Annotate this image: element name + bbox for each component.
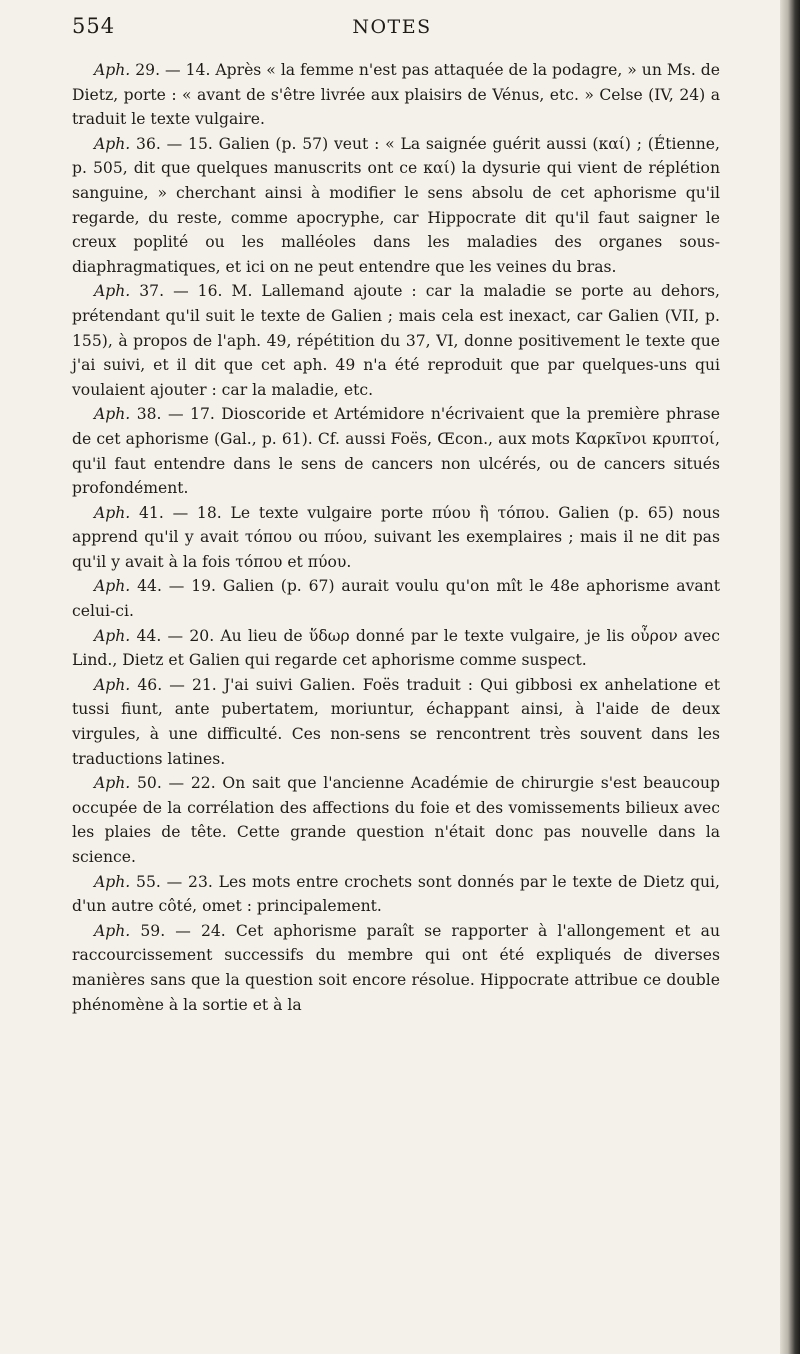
note-text: 55. — 23. Les mots entre crochets sont donnés par le texte de Dietz qui, d'un autre côté, omet : principalement. — [72, 872, 720, 916]
page-edge-shadow — [780, 0, 800, 1354]
note-paragraph — [72, 279, 720, 402]
note-paragraph — [72, 402, 720, 500]
note-paragraph — [72, 624, 720, 673]
note-ref: Aph. — [94, 61, 131, 79]
note-text: 38. — 17. Dioscoride et Artémidore n'écrivaient que la première phrase de cet aphorisme (Gal., p. 61). Cf. aussi Foës, Œcon., aux mots Καρκῖνοι κρυπτοί, qu'il faut entendre dans le sens de cancers non ulcérés, ou de cancers situés profondément. — [72, 405, 720, 498]
note-paragraph — [72, 673, 720, 771]
note-ref: Aph. — [94, 282, 131, 301]
note-text: 41. — 18. Le texte vulgaire porte πύου ἢ τόπου. Galien (p. 65) nous apprend qu'il y avait τόπου ou πύου, suivant les exemplaires ; mais il ne dit pas qu'il y avait à la fois τόπου et πύου. — [72, 503, 720, 571]
note-text: 36. — 15. Galien (p. 57) veut : « La saignée guérit aussi (καί) ; (Étienne, p. 505, dit que quelques manuscrits ont ce καί) la dysurie qui vient de réplétion sanguine, » cherchant ainsi à modifier le sens absolu de cet aphorisme qu'il regarde, du reste, comme apocryphe, car Hippocrate dit qu'il faut saigner le creux poplité ou les malléoles dans les maladies des organes sous-diaphragmatiques, et ici on ne peut entendre que les veines du bras. — [72, 134, 720, 276]
note-ref: Aph. — [94, 675, 131, 694]
note-paragraph — [72, 132, 720, 280]
note-ref: Aph. — [94, 405, 131, 424]
note-text: 50. — 22. On sait que l'ancienne Académie de chirurgie s'est beaucoup occupée de la corrélation des affections du foie et des vomissements bilieux avec les plaies de tête. Cette grande question n'était donc pas nouvelle dans la science. — [72, 774, 720, 866]
note-ref: Aph. — [94, 872, 131, 891]
note-ref: Aph. — [94, 626, 131, 645]
note-text: 44. — 19. Galien (p. 67) aurait voulu qu'on mît le 48e aphorisme avant celui-ci. — [72, 577, 720, 621]
note-ref: Aph. — [94, 134, 131, 153]
note-paragraph — [72, 58, 720, 132]
note-text: 46. — 21. J'ai suivi Galien. Foës traduit : Qui gibbosi ex anhelatione et tussi fiunt, ante pubertatem, moriuntur, échappant ainsi, à l'aide de deux virgules, à une difficulté. Ces non-sens se rencontrent très souvent dans les traductions latines. — [72, 675, 720, 768]
note-ref: Aph. — [94, 577, 131, 596]
header-title: NOTES — [352, 16, 432, 38]
note-text: 29. — 14. Après « la femme n'est pas attaquée de la podagre, » un Ms. de Dietz, porte : « avant de s'être livrée aux plaisirs de Vénus, etc. » Celse (IV, 24) a traduit le texte vulgaire. — [72, 61, 720, 129]
note-ref: Aph. — [94, 921, 131, 940]
note-paragraph — [72, 771, 720, 869]
note-ref: Aph. — [94, 774, 131, 793]
note-ref: Aph. — [94, 503, 131, 522]
note-paragraph — [72, 870, 720, 919]
page-number: 554 — [72, 14, 116, 38]
note-text: 44. — 20. Au lieu de ὕδωρ donné par le texte vulgaire, je lis οὖρον avec Lind., Dietz et Galien qui regarde cet aphorisme comme suspect. — [72, 626, 720, 670]
note-paragraph — [72, 501, 720, 575]
note-paragraph — [72, 574, 720, 623]
note-paragraph — [72, 919, 720, 1017]
running-head — [72, 14, 712, 44]
note-text: 37. — 16. M. Lallemand ajoute : car la maladie se porte au dehors, prétendant qu'il suit le texte de Galien ; mais cela est inexact, car Galien (VII, p. 155), à propos de l'aph. 49, répétition du 37, VI, donne positivement le texte que j'ai suivi, et il dit que cet aph. 49 n'a été reproduit que par quelques-uns qui voulaient ajouter : car la maladie, etc. — [72, 282, 720, 399]
note-text: 59. — 24. Cet aphorisme paraît se rapporter à l'allongement et au raccourcissement successifs du membre qui ont été expliqués de diverses manières sans que la question soit encore résolue. Hippocrate attribue ce double phénomène à la sortie et à la — [72, 921, 720, 1014]
notes-body — [72, 58, 720, 1017]
